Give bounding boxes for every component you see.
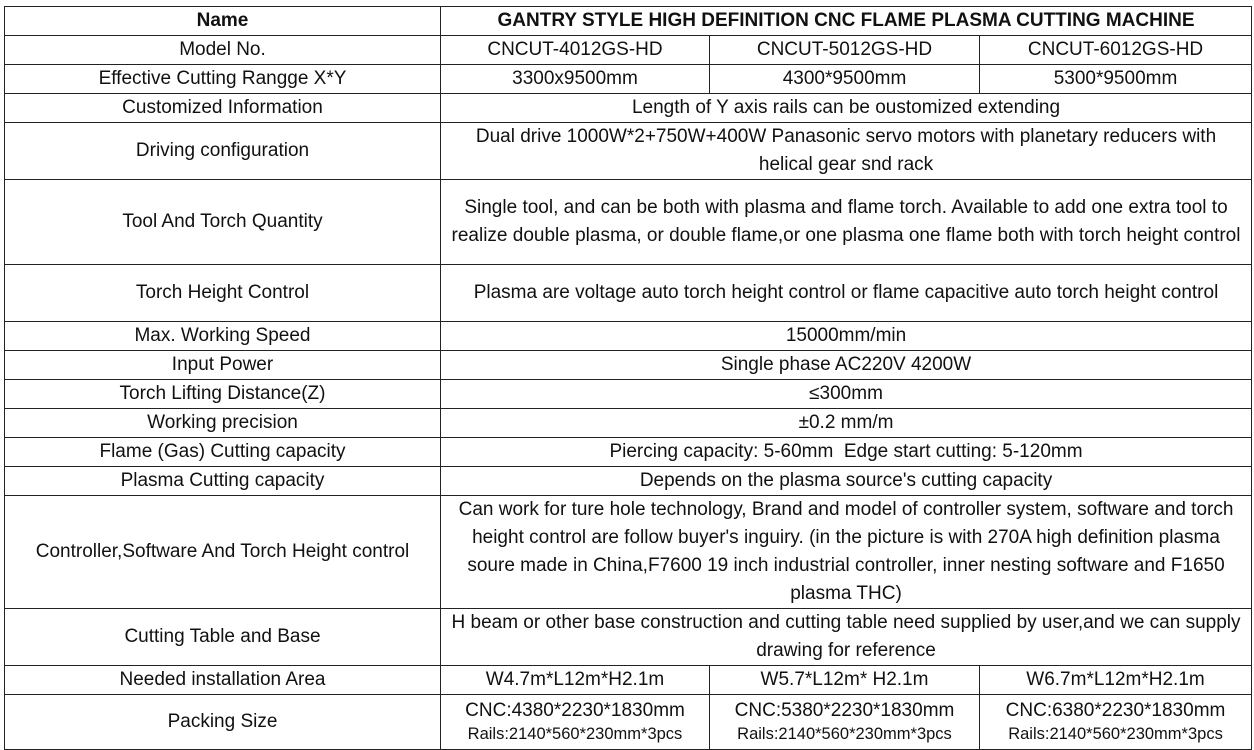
row-label: Controller,Software And Torch Height control — [5, 496, 441, 609]
area-value: W6.7m*L12m*H2.1m — [980, 666, 1252, 695]
row-label: Customized Information — [5, 94, 441, 123]
packing-cnc: CNC:6380*2230*1830mm — [1005, 699, 1226, 721]
table-row — [5, 94, 1252, 123]
table-row — [5, 666, 1252, 695]
row-label: Driving configuration — [5, 123, 441, 180]
row-label: Plasma Cutting capacity — [5, 467, 441, 496]
row-label: Input Power — [5, 351, 441, 380]
table-row — [5, 351, 1252, 380]
row-value: Can work for ture hole technology, Brand and model of controller system, software and torch height control are follow buyer's inguiry. (in the picture is with 270A high definition plasma soure made in China,F7600 19 inch industrial controller, inner nesting software and F1650 plasma THC) — [441, 496, 1252, 609]
packing-cnc: CNC:4380*2230*1830mm — [465, 699, 685, 721]
area-value: W5.7*L12m* H2.1m — [710, 666, 980, 695]
row-value: Length of Y axis rails can be oustomized extending — [441, 94, 1252, 123]
row-label: Torch Height Control — [5, 265, 441, 322]
machine-title: GANTRY STYLE HIGH DEFINITION CNC FLAME PLASMA CUTTING MACHINE — [441, 7, 1252, 36]
table-row — [5, 695, 1252, 750]
row-label: Max. Working Speed — [5, 322, 441, 351]
row-value: Dual drive 1000W*2+750W+400W Panasonic servo motors with planetary reducers with helical gear snd rack — [441, 123, 1252, 180]
row-value: Plasma are voltage auto torch height control or flame capacitive auto torch height control — [441, 265, 1252, 322]
table-row — [5, 322, 1252, 351]
table-row — [5, 496, 1252, 609]
packing-rails: Rails:2140*560*230mm*3pcs — [467, 724, 683, 743]
packing-cell — [441, 695, 710, 750]
spec-table — [4, 6, 1252, 750]
area-value: W4.7m*L12m*H2.1m — [441, 666, 710, 695]
table-row — [5, 180, 1252, 265]
packing-cell — [710, 695, 980, 750]
range-value: 5300*9500mm — [980, 65, 1252, 94]
table-row — [5, 409, 1252, 438]
table-row — [5, 265, 1252, 322]
range-value: 4300*9500mm — [710, 65, 980, 94]
row-label: Effective Cutting Rangge X*Y — [5, 65, 441, 94]
table-row — [5, 609, 1252, 666]
row-label: Model No. — [5, 36, 441, 65]
header-row — [5, 7, 1252, 36]
row-value: ≤300mm — [441, 380, 1252, 409]
range-value: 3300x9500mm — [441, 65, 710, 94]
model-6012: CNCUT-6012GS-HD — [980, 36, 1252, 65]
packing-cnc: CNC:5380*2230*1830mm — [734, 699, 955, 721]
table-row — [5, 380, 1252, 409]
packing-rails: Rails:2140*560*230mm*3pcs — [1008, 724, 1223, 743]
table-row — [5, 438, 1252, 467]
table-row — [5, 467, 1252, 496]
row-label: Packing Size — [5, 695, 441, 750]
table-row — [5, 36, 1252, 65]
row-label: Flame (Gas) Cutting capacity — [5, 438, 441, 467]
model-4012: CNCUT-4012GS-HD — [441, 36, 710, 65]
row-value: ±0.2 mm/m — [441, 409, 1252, 438]
row-value: 15000mm/min — [441, 322, 1252, 351]
row-value: Single phase AC220V 4200W — [441, 351, 1252, 380]
packing-rails: Rails:2140*560*230mm*3pcs — [737, 724, 952, 743]
row-label: Needed installation Area — [5, 666, 441, 695]
row-value: Piercing capacity: 5-60mm Edge start cutting: 5-120mm — [441, 438, 1252, 467]
row-label: Tool And Torch Quantity — [5, 180, 441, 265]
row-value: Depends on the plasma source's cutting capacity — [441, 467, 1252, 496]
row-label: Working precision — [5, 409, 441, 438]
packing-cell — [980, 695, 1252, 750]
table-row — [5, 65, 1252, 94]
row-value: Single tool, and can be both with plasma and flame torch. Available to add one extra tool to realize double plasma, or double flame,or one plasma one flame both with torch height control — [441, 180, 1252, 265]
row-label: Torch Lifting Distance(Z) — [5, 380, 441, 409]
model-5012: CNCUT-5012GS-HD — [710, 36, 980, 65]
table-row — [5, 123, 1252, 180]
row-value: H beam or other base construction and cutting table need supplied by user,and we can supply drawing for reference — [441, 609, 1252, 666]
row-label: Cutting Table and Base — [5, 609, 441, 666]
name-header: Name — [5, 7, 441, 36]
